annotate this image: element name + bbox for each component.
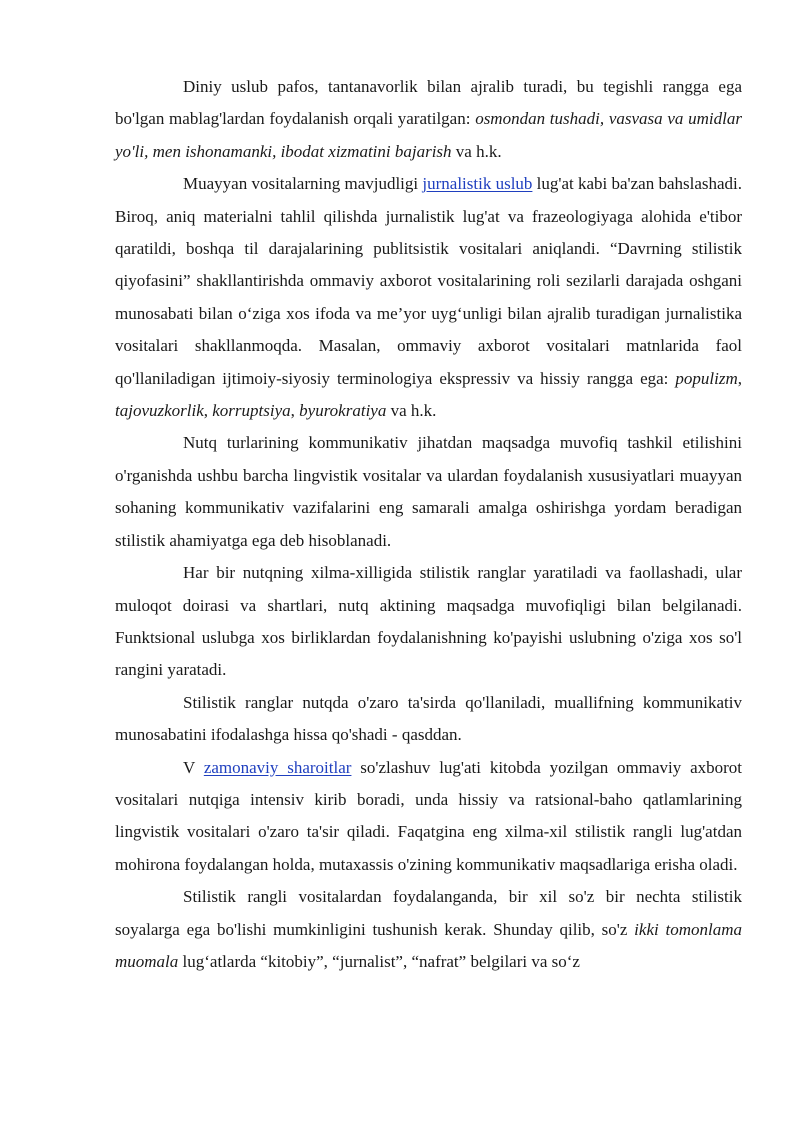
paragraph-modern-conditions <box>115 752 742 882</box>
italic-term: tajovuzkorlik <box>115 401 204 421</box>
paragraph-journalistic-means <box>115 168 742 427</box>
italic-examples: osmondan tushadi, vasvasa va umidlar yo'li, men ishonamanki, ibodat xizmatini bajarish <box>115 109 742 161</box>
italic-term: byurokratiya <box>299 401 387 421</box>
text-segment: , <box>737 368 742 388</box>
link-zamonaviy-sharoitlar[interactable]: zamonaviy sharoitlar <box>203 757 352 777</box>
italic-term: populizm <box>675 368 738 388</box>
text-segment: Muayyan vositalarning mavjudligi <box>183 174 423 194</box>
text-segment: va h.k. <box>386 401 437 421</box>
paragraph-stylistic-colors <box>115 557 742 687</box>
paragraph-religious-style <box>115 71 742 168</box>
paragraph-speech-types <box>115 427 742 557</box>
text-segment: so'zlashuv lug'ati kitobda yozilgan ommaviy axborot vositalari nutqiga intensiv kirib boradi, unda hissiy va ratsional-baho qatlamlarining lingvistik vositalari o'zaro ta'sir qiladi. Faqatgina eng xilma-xil stilistik rangli lug'atdan mohirona foydalangan holda, mutaxassis o'zining kommunikativ maqsadlariga erisha oladi. <box>115 757 743 874</box>
link-jurnalistik-uslub[interactable]: jurnalistik uslub <box>422 174 533 194</box>
text-segment: Har bir nutqning xilma-xilligida stilistik ranglar yaratiladi va faollashadi, ular muloqot doirasi va shartlari, nutq aktining maqsadga muvofiqligi bilan belgilanadi. Funktsional uslubga xos birliklardan foydalanishning ko'payishi uslubning o'ziga xos so'l rangini yaratadi. <box>115 563 742 680</box>
text-segment: , <box>290 401 300 421</box>
paragraph-stylistic-means <box>115 881 742 978</box>
italic-term: ikki tomonlama muomala <box>115 919 742 971</box>
text-segment: va h.k. <box>451 141 502 161</box>
text-segment: , <box>203 401 213 421</box>
text-segment: Nutq turlarining kommunikativ jihatdan maqsadga muvofiq tashkil etilishini o'rganishda ushbu barcha lingvistik vositalar va ulardan foydalanish xususiyatlari muayyan sohaning kommunikativ vazifalarini eng samarali amalga oshirishga yordam beradigan stilistik ahamiyatga ega deb hisoblanadi. <box>115 433 742 550</box>
italic-term: korruptsiya <box>212 401 291 421</box>
text-segment: lug'at kabi ba'zan bahslashadi. Biroq, aniq materialni tahlil qilishda jurnalistik lug'at va frazeologiyaga alohida e'tibor qaratildi, boshqa til darajalarining publitsistik vositalari aniqlandi. “Davrning stilistik qiyofasini” shakllantirishda ommaviy axborot vositalarining roli sezilarli darajada oshgani munosabati bilan oʻziga xos ifoda va me’yor uygʻunligi bilan ajralib turadigan jurnalistika vositalari shakllanmoqda. Masalan, ommaviy axborot vositalari matnlarida faol qo'llaniladigan ijtimoiy-siyosiy terminologiya ekspressiv va hissiy rangga ega: <box>115 174 743 388</box>
text-segment: lugʻatlarda “kitobiy”, “jurnalist”, “nafrat” belgilari va soʻz <box>178 951 580 971</box>
text-segment: Stilistik rangli vositalardan foydalanganda, bir xil so'z bir nechta stilistik soyalarga ega bo'lishi mumkinligini tushunish kerak. Shunday qilib, so'z <box>115 887 742 939</box>
text-segment: Stilistik ranglar nutqda o'zaro ta'sirda qo'llaniladi, muallifning kommunikativ munosabatini ifodalashga hissa qo'shadi - qasddan. <box>115 692 742 745</box>
text-segment: V <box>183 757 204 777</box>
text-segment: Diniy uslub pafos, tantanavorlik bilan ajralib turadi, bu tegishli rangga ega bo'lgan mablag'lardan foydalanish orqali yaratilgan: <box>115 77 742 129</box>
paragraph-interaction <box>115 687 742 752</box>
